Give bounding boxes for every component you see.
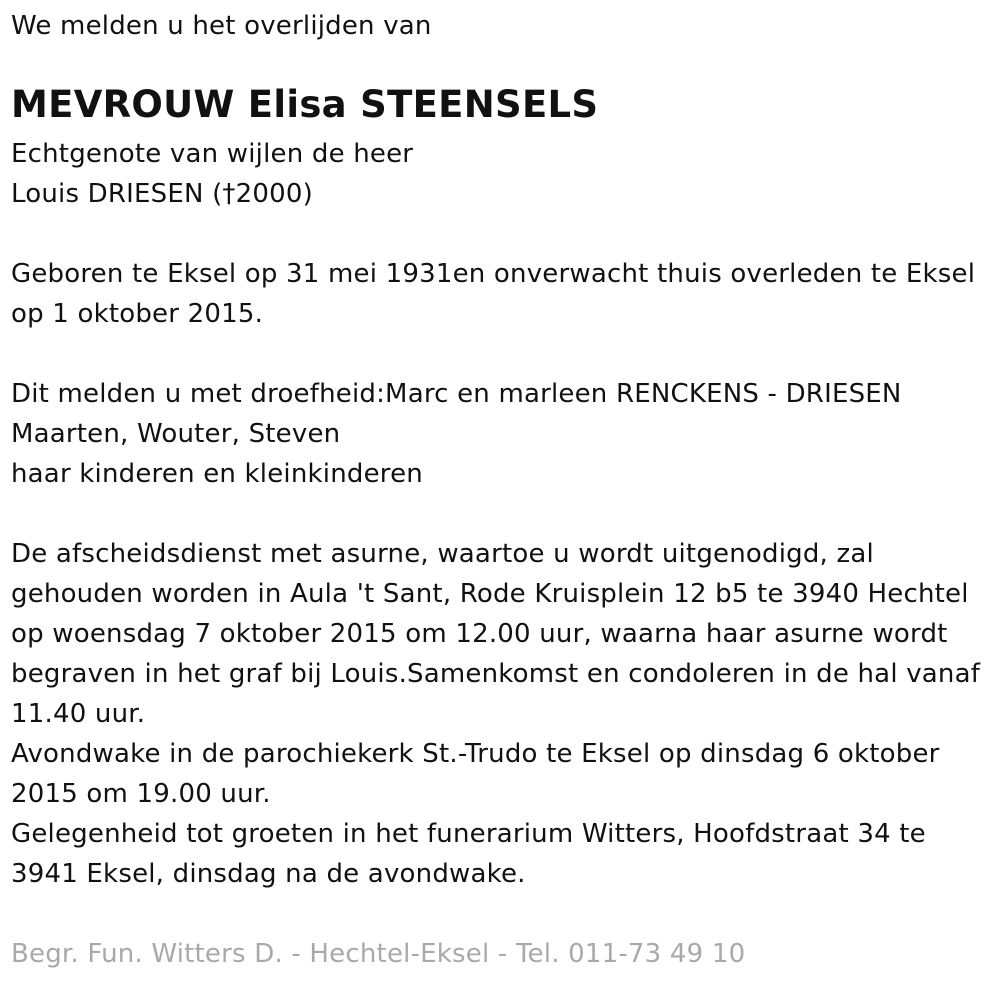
service-line: 11.40 uur. [11, 699, 146, 729]
deceased-name: MEVROUW Elisa STEENSELS [11, 83, 599, 126]
service-line: gehouden worden in Aula 't Sant, Rode Kruisplein 12 b5 te 3940 Hechtel [11, 579, 969, 609]
service-block [11, 534, 980, 894]
intro-text: We melden u het overlijden van [11, 11, 432, 41]
family-line: Maarten, Wouter, Steven [11, 419, 341, 449]
service-line: Avondwake in de parochiekerk St.-Trudo te Eksel op dinsdag 6 oktober [11, 739, 940, 769]
family-line: Dit melden u met droefheid:Marc en marleen RENCKENS - DRIESEN [11, 379, 902, 409]
family-block [11, 374, 902, 494]
service-line: 3941 Eksel, dinsdag na de avondwake. [11, 859, 526, 889]
service-line: op woensdag 7 oktober 2015 om 12.00 uur, waarna haar asurne wordt [11, 619, 948, 649]
family-line: haar kinderen en kleinkinderen [11, 459, 423, 489]
spouse-line: Echtgenote van wijlen de heer [11, 139, 414, 169]
service-line: Gelegenheid tot groeten in het funerarium Witters, Hoofdstraat 34 te [11, 819, 926, 849]
service-line: 2015 om 19.00 uur. [11, 779, 271, 809]
funeral-home-footer: Begr. Fun. Witters D. - Hechtel-Eksel - Tel. 011-73 49 10 [11, 939, 746, 969]
spouse-block [11, 134, 413, 214]
birth-death-line: Geboren te Eksel op 31 mei 1931en onverwacht thuis overleden te Eksel [11, 259, 976, 289]
service-line: begraven in het graf bij Louis.Samenkomst en condoleren in de hal vanaf [11, 659, 981, 689]
birth-death-block [11, 254, 975, 334]
service-line: De afscheidsdienst met asurne, waartoe u wordt uitgenodigd, zal [11, 539, 874, 569]
birth-death-line: op 1 oktober 2015. [11, 299, 264, 329]
spouse-line: Louis DRIESEN (†2000) [11, 179, 313, 209]
